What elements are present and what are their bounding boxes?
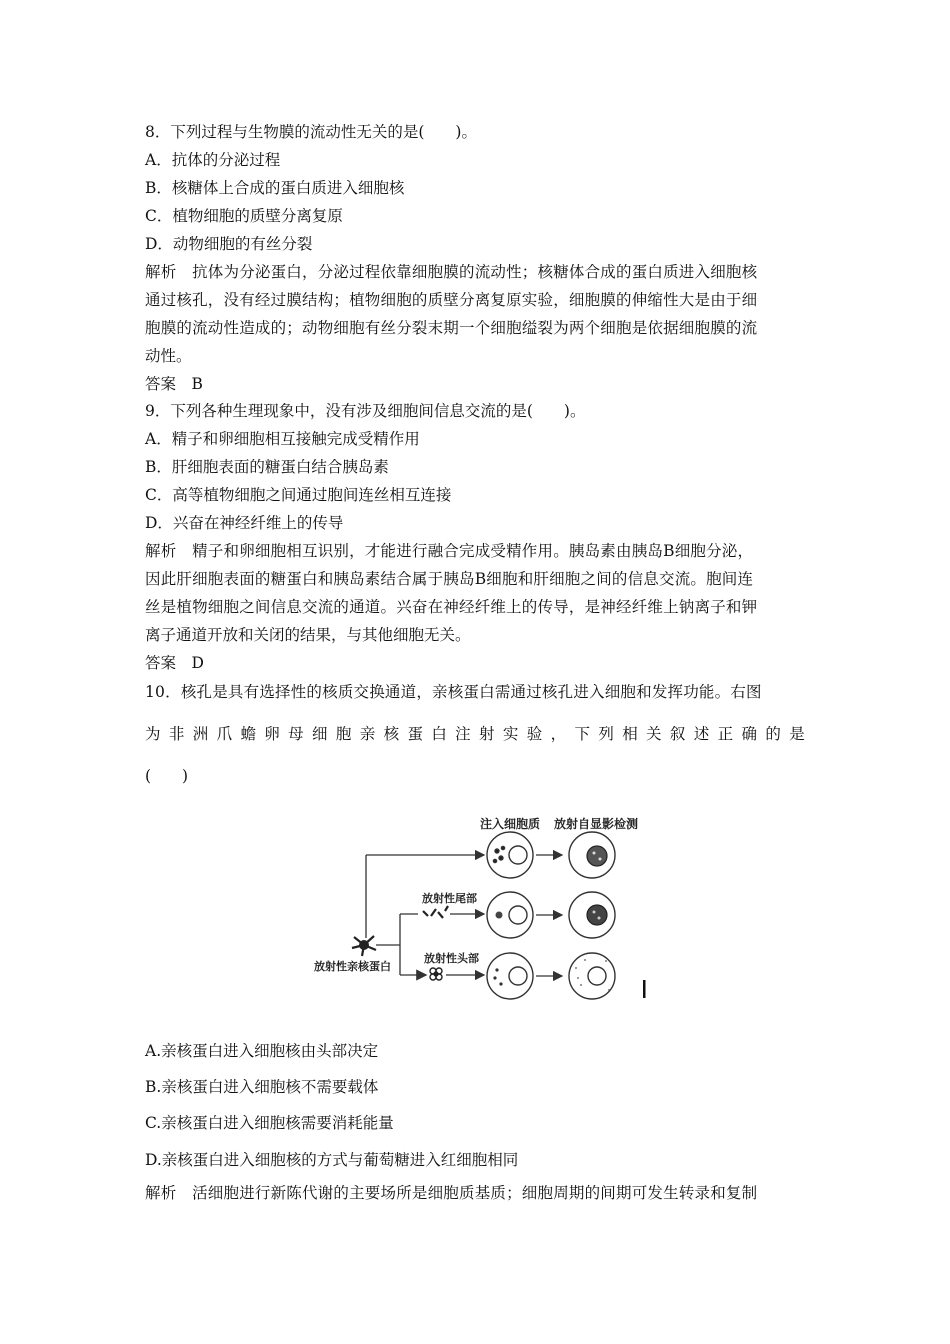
q9-option-b: B．肝细胞表面的糖蛋白结合胰岛素 — [145, 458, 389, 476]
q8-analysis-line: 解析 抗体为分泌蛋白，分泌过程依靠细胞膜的流动性；核糖体合成的蛋白质进入细胞核 — [145, 263, 758, 281]
q8-analysis-line: 通过核孔，没有经过膜结构；植物细胞的质壁分离复原实验，细胞膜的伸缩性大是由于细 — [145, 291, 758, 309]
radioactive-nuclear-protein-glyph — [352, 936, 376, 956]
q9-stem: 9．下列各种生理现象中，没有涉及细胞间信息交流的是( )。 — [145, 402, 586, 420]
q9-answer: 答案 D — [145, 654, 204, 672]
q10-option-a: A.亲核蛋白进入细胞核由头部决定 — [145, 1042, 379, 1060]
q10-option-c: C.亲核蛋白进入细胞核需要消耗能量 — [145, 1114, 394, 1132]
q9-option-a: A．精子和卵细胞相互接触完成受精作用 — [145, 430, 420, 448]
q10-stem-blank: ( ) — [145, 767, 189, 785]
stray-mark — [643, 980, 646, 998]
q10-option-d: D.亲核蛋白进入细胞核的方式与葡萄糖进入红细胞相同 — [145, 1151, 519, 1169]
q10-stem-line: 10．核孔是具有选择性的核质交换通道，亲核蛋白需通过核孔进入细胞和发挥功能。右图 — [145, 683, 762, 701]
injected-oocyte-2 — [487, 892, 533, 938]
q9-analysis-line: 丝是植物细胞之间信息交流的通道。兴奋在神经纤维上的传导，是神经纤维上钠离子和钾 — [145, 598, 758, 616]
q10-analysis-line: 解析 活细胞进行新陈代谢的主要场所是细胞质基质；细胞周期的间期可发生转录和复制 — [145, 1184, 758, 1202]
q8-stem: 8．下列过程与生物膜的流动性无关的是( )。 — [145, 123, 477, 141]
q10-option-b: B.亲核蛋白进入细胞核不需要载体 — [145, 1078, 379, 1096]
q8-analysis-line: 动性。 — [145, 347, 192, 365]
label-autoradiography: 放射自显影检测 — [554, 817, 639, 831]
injected-oocyte-1 — [487, 832, 533, 878]
q9-analysis-line: 因此肝细胞表面的糖蛋白和胰岛素结合属于胰岛B细胞和肝细胞之间的信息交流。胞间连 — [145, 570, 754, 588]
nuclear-protein-injection-figure — [300, 808, 660, 1008]
label-radioactive-head: 放射性头部 — [424, 952, 479, 965]
radioactive-head-glyph — [418, 968, 442, 980]
q8-option-b: B．核糖体上合成的蛋白质进入细胞核 — [145, 179, 405, 197]
q8-option-a: A．抗体的分泌过程 — [145, 151, 281, 169]
q9-option-c: C．高等植物细胞之间通过胞间连丝相互连接 — [145, 486, 452, 504]
q9-option-d: D．兴奋在神经纤维上的传导 — [145, 514, 344, 532]
result-oocyte-2 — [569, 892, 615, 938]
q8-option-d: D．动物细胞的有丝分裂 — [145, 235, 313, 253]
result-oocyte-3 — [569, 953, 615, 999]
q8-answer: 答案 B — [145, 375, 203, 393]
label-radioactive-tail: 放射性尾部 — [422, 892, 477, 905]
label-inject-cytoplasm: 注入细胞质 — [480, 817, 541, 831]
result-oocyte-1 — [569, 832, 615, 878]
q8-option-c: C．植物细胞的质壁分离复原 — [145, 207, 343, 225]
q9-analysis-line: 离子通道开放和关闭的结果，与其他细胞无关。 — [145, 626, 471, 644]
label-radioactive-protein: 放射性亲核蛋白 — [314, 960, 391, 973]
radioactive-tail-glyph — [423, 906, 448, 918]
q9-analysis-line: 解析 精子和卵细胞相互识别，才能进行融合完成受精作用。胰岛素由胰岛B细胞分泌， — [145, 542, 754, 560]
q8-analysis-line: 胞膜的流动性造成的；动物细胞有丝分裂末期一个细胞缢裂为两个细胞是依据细胞膜的流 — [145, 319, 758, 337]
q10-stem-line-justified: 为 非 洲 爪 蟾 卵 母 细 胞 亲 核 蛋 白 注 射 实 验 ， 下 列 相 关 叙 述 正 确 的 是 — [145, 725, 805, 743]
injected-oocyte-3 — [487, 953, 533, 999]
